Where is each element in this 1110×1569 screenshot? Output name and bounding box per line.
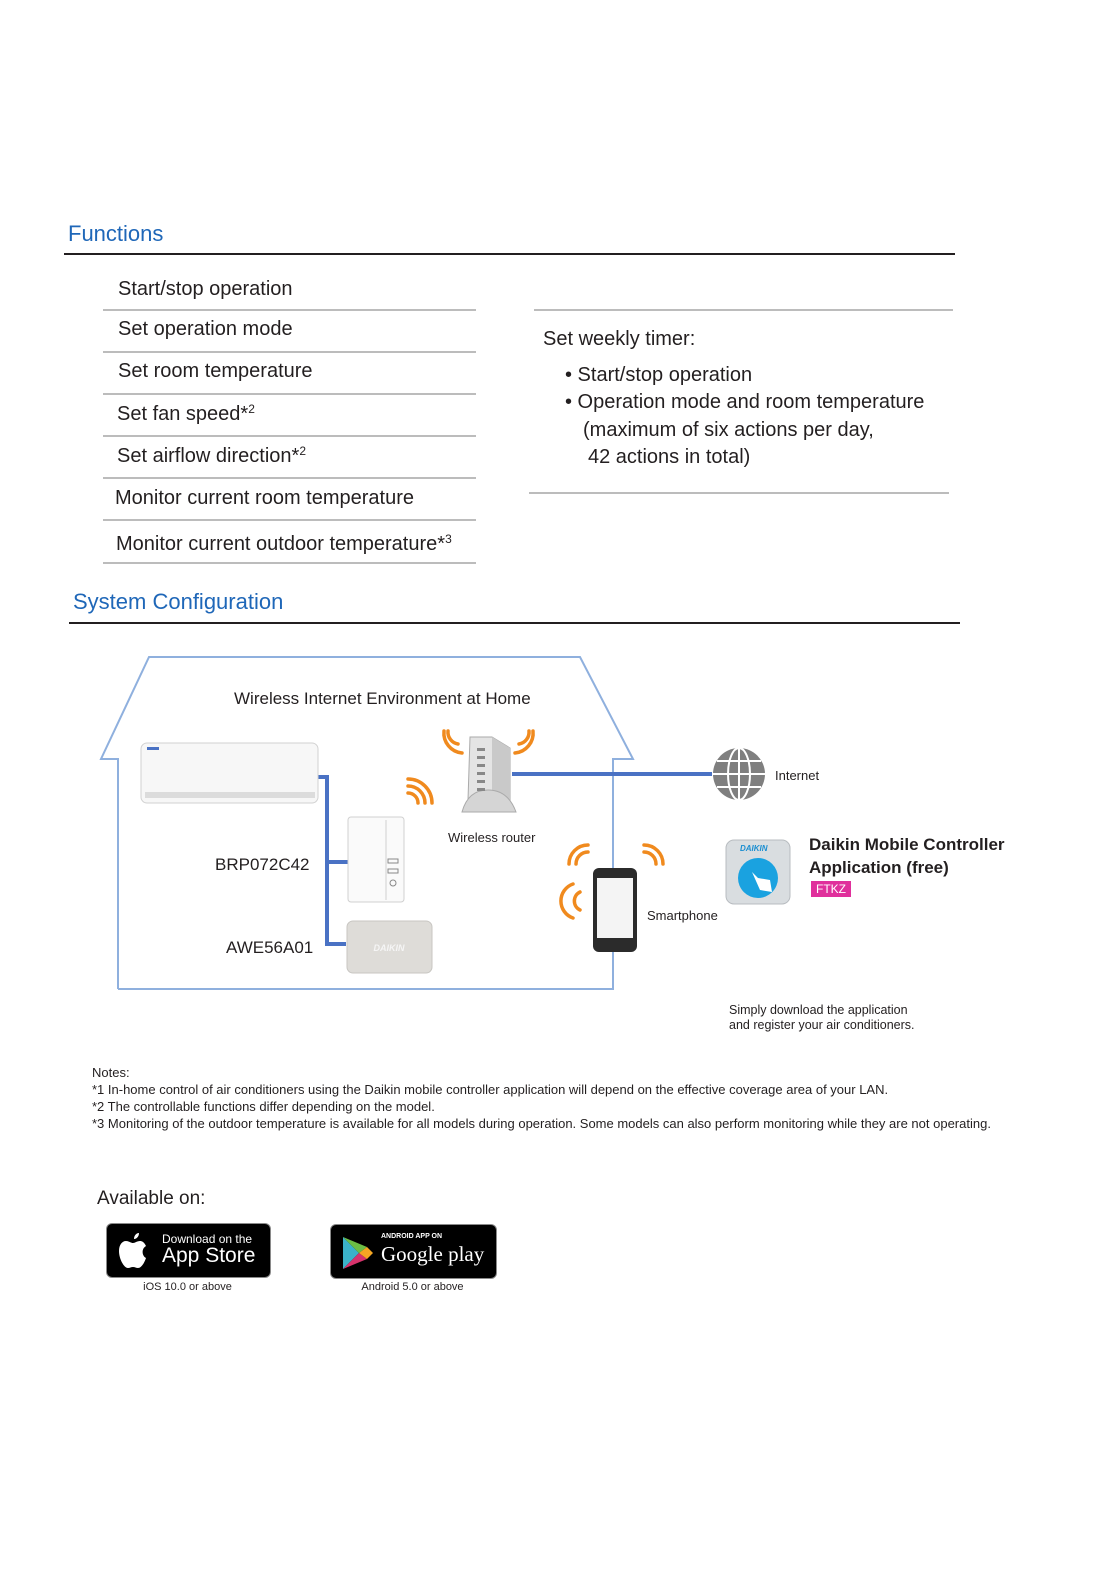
- row-divider: [103, 309, 476, 311]
- instruction-line: and register your air conditioners.: [729, 1018, 915, 1032]
- app-instructions: [729, 1003, 915, 1033]
- footnote-ref: 2: [299, 444, 306, 458]
- function-label: Set operation mode: [118, 318, 293, 340]
- note-item: *1 In-home control of air conditioners using the Daikin mobile controller application will depend on the effective coverage area of your LAN.: [92, 1082, 889, 1097]
- app-name-line: Daikin Mobile Controller: [809, 835, 1005, 854]
- google-play-line2: Google play: [381, 1242, 485, 1266]
- timer-bullet: • Start/stop operation: [565, 363, 753, 386]
- note-item: *3 Monitoring of the outdoor temperature is available for all models during operation. Some models can also perform monitoring while they are not operating.: [92, 1116, 991, 1131]
- function-label: Monitor current outdoor temperature*: [116, 533, 446, 555]
- function-item: [103, 360, 491, 383]
- timer-heading: Set weekly timer:: [543, 328, 696, 350]
- app-store-button[interactable]: [106, 1223, 271, 1278]
- function-item: [103, 532, 489, 556]
- row-divider: [103, 477, 476, 479]
- wireless-router-icon: [462, 737, 516, 812]
- system-config-title: System Configuration: [73, 589, 284, 614]
- row-divider: [103, 519, 476, 521]
- svg-text:DAIKIN: DAIKIN: [740, 844, 768, 853]
- air-conditioner-icon: [141, 743, 318, 803]
- ios-requirement: iOS 10.0 or above: [143, 1281, 232, 1293]
- row-divider: [103, 562, 476, 564]
- functions-divider: [64, 253, 955, 255]
- row-divider: [103, 393, 476, 395]
- daikin-app-icon: [726, 840, 790, 904]
- notes-block: [92, 1064, 991, 1132]
- timer-bottom-divider: [529, 492, 949, 494]
- timer-bullet: • Operation mode and room temperature: [565, 391, 925, 413]
- functions-title: Functions: [68, 221, 164, 246]
- notes-heading: Notes:: [92, 1065, 130, 1080]
- model-badge: FTKZ: [811, 881, 851, 897]
- function-item: [103, 402, 490, 426]
- footnote-ref: 2: [248, 402, 255, 416]
- function-label: Set room temperature: [118, 360, 313, 382]
- function-label: Monitor current room temperature: [115, 487, 415, 509]
- globe-icon: [713, 748, 765, 800]
- footnote-ref: 3: [445, 532, 452, 546]
- function-item: [103, 318, 491, 341]
- app-name-line: Application (free): [809, 858, 949, 877]
- function-label: Set airflow direction*: [117, 445, 300, 467]
- app-store-line2: App Store: [162, 1244, 256, 1267]
- function-item: [103, 487, 488, 510]
- instruction-line: Simply download the application: [729, 1003, 908, 1017]
- android-requirement: Android 5.0 or above: [361, 1281, 464, 1293]
- router-label: Wireless router: [448, 830, 536, 845]
- function-item: [103, 278, 491, 301]
- app-store-line1: Download on the: [162, 1232, 253, 1246]
- system-diagram: [0, 640, 1110, 1020]
- function-label: Set fan speed*: [117, 403, 249, 425]
- timer-detail: (maximum of six actions per day,: [583, 418, 874, 441]
- system-config-divider: [69, 622, 960, 624]
- function-label: Start/stop operation: [118, 278, 293, 300]
- function-item: [103, 444, 490, 468]
- play-triangle-icon: [341, 1235, 375, 1271]
- adapter-2-label: AWE56A01: [226, 938, 314, 957]
- timer-detail: 42 actions in total): [588, 446, 751, 468]
- house-label: Wireless Internet Environment at Home: [234, 689, 531, 708]
- app-name: [809, 833, 1005, 879]
- wifi-adapter-icon: [348, 817, 404, 902]
- row-divider: [103, 435, 476, 437]
- smartphone-label: Smartphone: [647, 908, 718, 923]
- apple-icon: [117, 1232, 151, 1270]
- interface-adapter-icon: [347, 921, 432, 973]
- row-divider: [103, 351, 476, 353]
- svg-text:DAIKIN: DAIKIN: [373, 943, 405, 953]
- google-play-button[interactable]: [330, 1224, 497, 1279]
- note-item: *2 The controllable functions differ depending on the model.: [92, 1099, 435, 1114]
- timer-top-divider: [534, 309, 953, 311]
- internet-label: Internet: [775, 768, 820, 783]
- smartphone-icon: [593, 868, 637, 952]
- adapter-1-label: BRP072C42: [215, 855, 310, 874]
- weekly-timer-block: [543, 326, 924, 472]
- available-heading: Available on:: [97, 1188, 206, 1209]
- google-play-line1: ANDROID APP ON: [381, 1233, 443, 1240]
